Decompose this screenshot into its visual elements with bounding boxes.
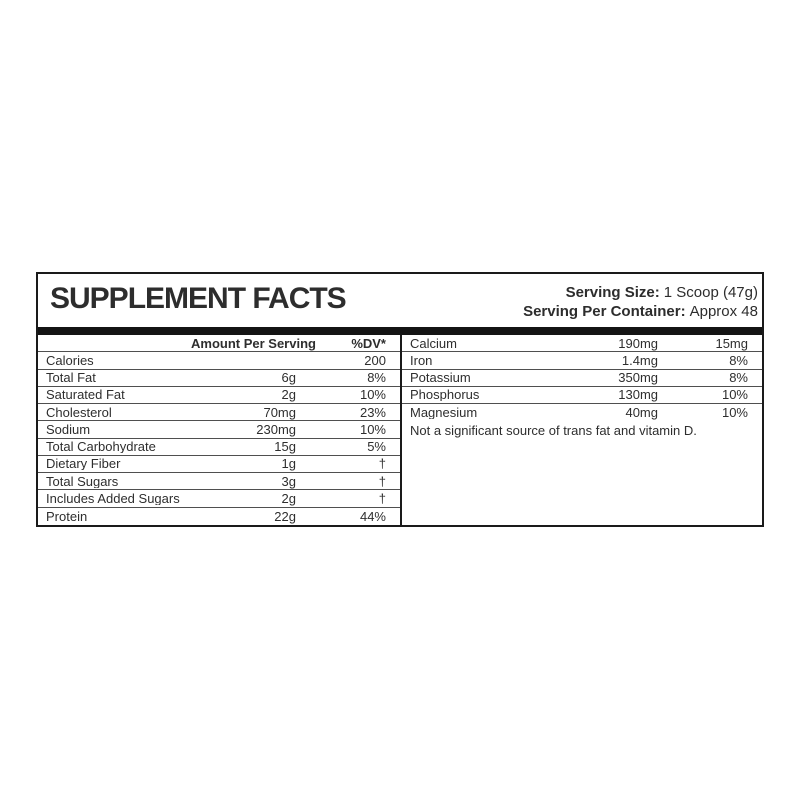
nutrient-dv: 44% xyxy=(359,508,386,524)
nutrient-name: Sodium xyxy=(46,422,91,436)
nutrient-name: Protein xyxy=(46,509,88,523)
nutrient-dv: 5% xyxy=(367,439,386,455)
nutrient-dv: 8% xyxy=(729,370,748,386)
right-table-rows xyxy=(402,335,762,421)
left-nutrition-table xyxy=(38,335,400,525)
nutrient-name: Dietary Fiber xyxy=(46,457,121,471)
right-nutrition-table xyxy=(400,335,762,525)
nutrient-dv: † xyxy=(378,473,386,489)
nutrient-row xyxy=(402,387,762,404)
nutrient-amount: 1.4mg xyxy=(621,352,658,368)
nutrient-amount: 2g xyxy=(281,491,296,507)
amount-per-serving-header: Amount Per Serving xyxy=(191,335,316,351)
nutrient-row xyxy=(38,404,400,421)
nutrient-amount: 6g xyxy=(281,370,296,386)
nutrient-name: Magnesium xyxy=(410,406,478,420)
nutrient-amount: 230mg xyxy=(256,421,296,437)
header-separator-bar xyxy=(38,327,762,335)
nutrient-name: Iron xyxy=(410,353,433,367)
nutrient-name: Cholesterol xyxy=(46,405,112,419)
nutrient-amount: 15g xyxy=(274,439,296,455)
nutrient-amount: 190mg xyxy=(618,335,658,351)
nutrient-row xyxy=(38,508,400,525)
nutrient-dv: 23% xyxy=(359,404,386,420)
nutrient-row xyxy=(402,335,762,352)
nutrient-amount: 2g xyxy=(281,387,296,403)
nutrient-row xyxy=(402,370,762,387)
nutrient-amount: 1g xyxy=(281,456,296,472)
nutrient-row xyxy=(38,352,400,369)
nutrient-row xyxy=(38,387,400,404)
left-table-rows xyxy=(38,352,400,525)
label-title: SUPPLEMENT FACTS xyxy=(50,282,346,315)
nutrient-row xyxy=(38,421,400,438)
nutrient-name: Total Fat xyxy=(46,371,96,385)
nutrient-dv: 10% xyxy=(721,387,748,403)
nutrient-dv: 15mg xyxy=(715,335,748,351)
nutrient-name: Phosphorus xyxy=(410,388,480,402)
nutrient-dv: 8% xyxy=(729,352,748,368)
nutrient-amount: 22g xyxy=(274,508,296,524)
nutrient-name: Includes Added Sugars xyxy=(46,492,180,506)
nutrition-columns xyxy=(38,335,762,525)
nutrient-dv: 8% xyxy=(367,370,386,386)
nutrient-name: Total Carbohydrate xyxy=(46,440,156,454)
nutrient-amount: 350mg xyxy=(618,370,658,386)
insignificant-source-note: Not a significant source of trans fat and vitamin D. xyxy=(410,423,697,439)
nutrient-amount: 130mg xyxy=(618,387,658,403)
nutrient-row xyxy=(38,473,400,490)
nutrient-name: Potassium xyxy=(410,371,471,385)
label-header xyxy=(38,274,762,327)
nutrient-dv: 10% xyxy=(721,405,748,421)
nutrient-row xyxy=(38,439,400,456)
nutrient-row xyxy=(402,352,762,369)
nutrient-row xyxy=(38,490,400,507)
nutrient-name: Total Sugars xyxy=(46,474,119,488)
nutrient-dv: † xyxy=(378,491,386,507)
nutrient-dv: 10% xyxy=(359,421,386,437)
serving-per-container-label: Serving Per Container: xyxy=(523,303,686,320)
serving-per-container-value: Approx 48 xyxy=(689,303,758,320)
nutrient-dv: 10% xyxy=(359,387,386,403)
nutrient-row xyxy=(38,456,400,473)
nutrient-amount: 70mg xyxy=(263,404,296,420)
nutrient-name: Calories xyxy=(46,353,94,367)
percent-dv-header: %DV* xyxy=(351,335,386,351)
nutrient-amount: 40mg xyxy=(625,405,658,421)
left-table-header-row xyxy=(38,335,400,352)
note-row xyxy=(402,421,762,438)
nutrient-dv: † xyxy=(378,456,386,472)
serving-size-label: Serving Size: xyxy=(565,284,660,301)
nutrient-amount: 3g xyxy=(281,473,296,489)
serving-info xyxy=(523,282,758,321)
nutrient-dv: 200 xyxy=(364,352,386,368)
nutrient-row xyxy=(38,370,400,387)
supplement-facts-label xyxy=(36,272,764,527)
nutrient-name: Saturated Fat xyxy=(46,388,125,402)
serving-per-container-line xyxy=(523,302,758,321)
nutrient-name: Calcium xyxy=(410,336,457,350)
serving-size-value: 1 Scoop (47g) xyxy=(663,284,758,301)
nutrient-row xyxy=(402,404,762,421)
serving-size-line xyxy=(523,283,758,302)
